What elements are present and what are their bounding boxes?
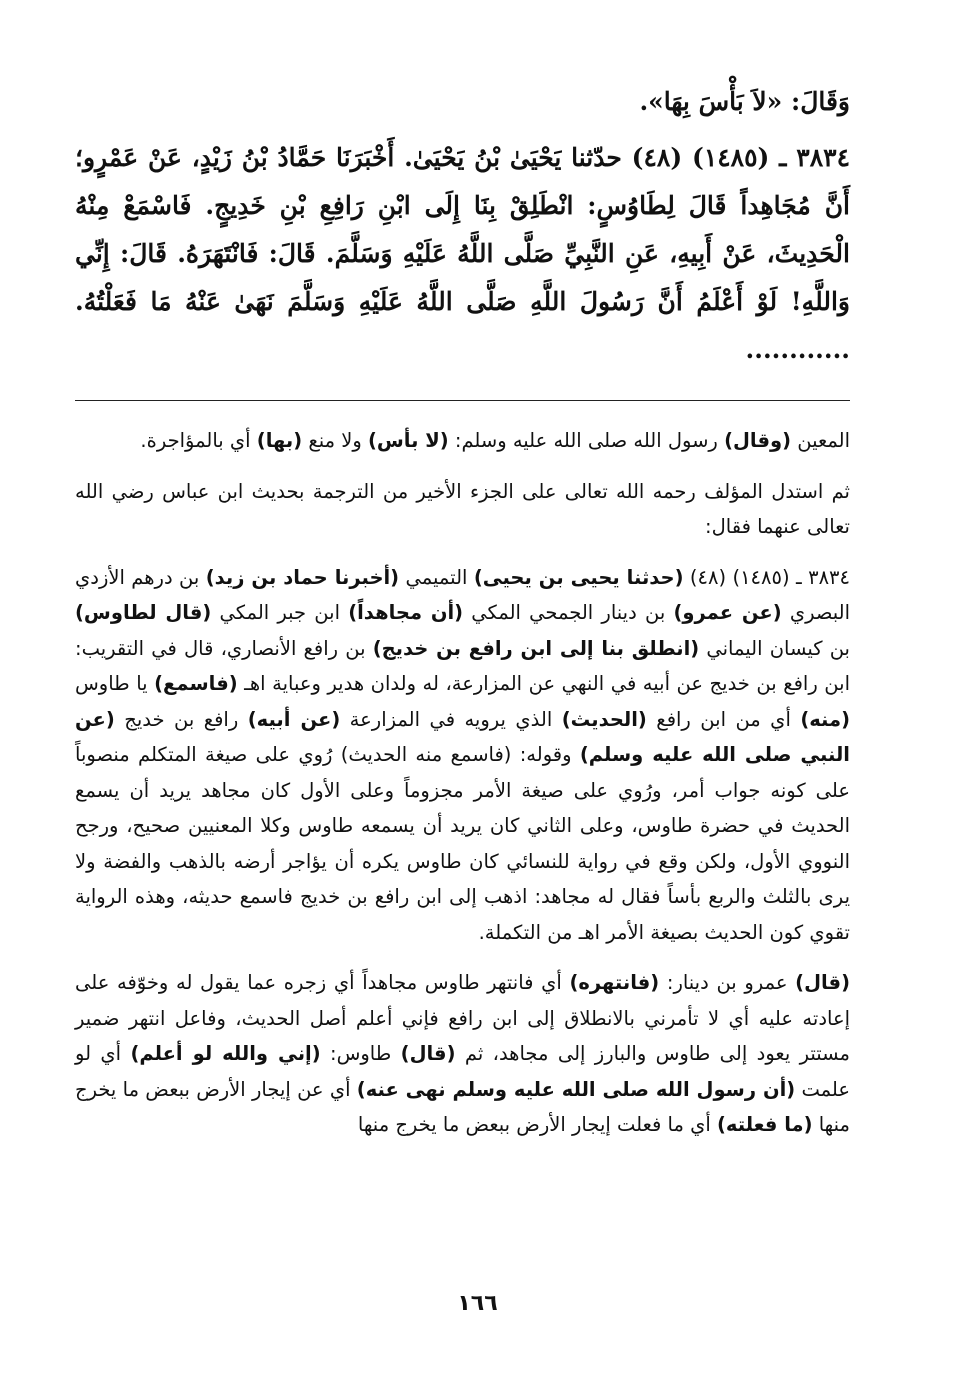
footnote-divider [75, 400, 850, 401]
quoted-phrase: (قال) [400, 1042, 456, 1065]
quoted-phrase: (عن أبيه) [247, 707, 341, 731]
matn-line: وَقَالَ: «لاَ بَأْسَ بِهَا». [639, 87, 850, 116]
commentary-paragraph: ثم استدل المؤلف رحمه الله تعالى على الجزء الأخير من الترجمة بحديث ابن عباس رضي الله تعالى عنهما فقال: [75, 479, 850, 538]
quoted-phrase: (أن رسول الله صلى الله عليه وسلم نهى عنه) [356, 1077, 796, 1101]
quoted-phrase: (أخبرنا حماد بن زيد) [205, 565, 400, 589]
page-number: ١٦٦ [457, 1291, 498, 1316]
commentary-text: أي فانتهر طاوس مجاهداً أي زجره عما يقول له وخوّفه على إعادته عليه أي لا تأمرني بالانطلاق إلى ابن رافع فإني أعلم أصل الحديث، وفاعل انتهر ضمير مستتر يعود إلى طاوس والبارز إلى مجاهد، ثم [75, 971, 850, 1065]
quoted-phrase: (فانتهره) [569, 971, 660, 994]
commentary-text: أي ما فعلت إيجار الأرض ببعض ما يخرج منها [357, 1113, 717, 1136]
quoted-phrase: (أن مجاهداً) [348, 601, 464, 624]
quoted-phrase: (إني والله لو أعلم) [130, 1042, 321, 1065]
commentary-text: يا طاوس [75, 672, 155, 695]
commentary-text: رسول الله صلى الله عليه وسلم: [448, 429, 725, 452]
commentary-text: ٣٨٣٤ ـ (١٤٨٥) (٤٨) [683, 565, 850, 589]
commentary-text: طاوس: [320, 1042, 401, 1065]
commentary-text: ولا منع [302, 429, 368, 452]
matn-hadith-paragraph: ٣٨٣٤ ـ (١٤٨٥) (٤٨) حدّثنا يَحْيَىٰ بْنُ يَحْيَىٰ. أَخْبَرَنَا حَمَّادُ بْنُ زَيْدٍ، عَنْ عَمْرٍو؛ أَنَّ مُجَاهِداً قَالَ لِطَاوُسٍ: انْطَلِقْ بِنَا إِلَى ابْنِ رَافِعِ بْنِ خَدِيجٍ. فَاسْمَعْ مِنْهُ الْحَدِيثَ، عَنْ أَبِيهِ، عَنِ النَّبِيِّ صَلَّى اللَّهُ عَلَيْهِ وَسَلَّمَ. قَالَ: فَانْتَهَرَهُ. قَالَ: إِنِّي وَاللَّهِ! لَوْ أَعْلَمُ أَنَّ رَسُولَ اللَّهِ صَلَّى اللَّهُ عَلَيْهِ وَسَلَّمَ نَهَىٰ عَنْهُ مَا فَعَلْتُهُ. ............ [75, 143, 850, 364]
quoted-phrase: (الحديث) [561, 707, 647, 731]
commentary-text: ابن جبر المكي [211, 601, 349, 624]
commentary-text: أي بالمؤاجرة. [140, 429, 257, 452]
quoted-phrase: (ما فعلته) [717, 1113, 813, 1136]
quoted-phrase: (وقال) [724, 429, 792, 452]
commentary-paragraph [75, 423, 850, 459]
commentary-text: وقوله: (فاسمع منه الحديث) رُوي على صيغة المتكلم منصوباً على كونه جواب أمر، ورُوي على صيغة الأمر مجزوماً وعلى الأول كان مجاهد يريد أن يسمع الحديث في حضرة طاوس، وعلى الثاني كان يريد أن يسمعه طاوس وكلا المعنيين صحيح، ورجح النووي الأول، ولكن وقع في رواية للنسائي كان طاوس يكره أن يؤاجر أرضه بالذهب والفضة ولا يرى بالثلث والربع بأساً فقال له مجاهد: اذهب إلى ابن رافع بن خديج فاسمع حديثه، وهذه الرواية تقوي كون الحديث بصيغة الأمر اهـ من التكملة. [75, 743, 850, 944]
commentary-section [75, 423, 850, 1143]
quoted-phrase: (منه) [800, 707, 850, 731]
commentary-paragraph [75, 560, 850, 951]
quoted-phrase: (انطلق بنا إلى ابن رافع بن خديج) [372, 636, 700, 660]
commentary-text: عمرو بن دينار: [659, 971, 796, 994]
quoted-phrase: (فاسمع) [154, 672, 238, 695]
commentary-text: بن دينار الجمحي المكي [463, 601, 674, 624]
commentary-text: بن كيسان اليماني [699, 636, 850, 660]
quoted-phrase: (بها) [256, 429, 303, 452]
commentary-text: رافع بن خديج [114, 707, 248, 731]
commentary-text: أي من ابن رافع [646, 707, 801, 731]
commentary-text: أي عن إيجار الأرض ببعض ما يخرج منها [75, 1077, 850, 1136]
commentary-text: التميمي [399, 565, 474, 589]
commentary-text: الذي يرويه في المزارعة [340, 707, 562, 731]
commentary-text: بن درهم الأزدي البصري [75, 565, 850, 624]
commentary-paragraph [75, 965, 850, 1143]
quoted-phrase: (عن عمرو) [673, 601, 782, 624]
quoted-phrase: (لا بأس) [367, 429, 449, 452]
hadith-text-section [75, 78, 850, 374]
quoted-phrase: (حدثنا يحيى بن يحيى) [473, 565, 684, 589]
commentary-text: المعين [791, 429, 850, 452]
quoted-phrase: (عن النبي صلى الله عليه وسلم) [75, 707, 850, 766]
quoted-phrase: (قال لطاوس) [75, 601, 212, 624]
commentary-text: بن رافع الأنصاري، قال في التقريب: ابن رافع بن خديج عن أبيه في النهي عن المزارعة، له ولدان هدير وعباية اهـ [75, 636, 850, 695]
quoted-phrase: (قال) [795, 971, 850, 994]
commentary-text: أي لو علمت [75, 1042, 850, 1101]
